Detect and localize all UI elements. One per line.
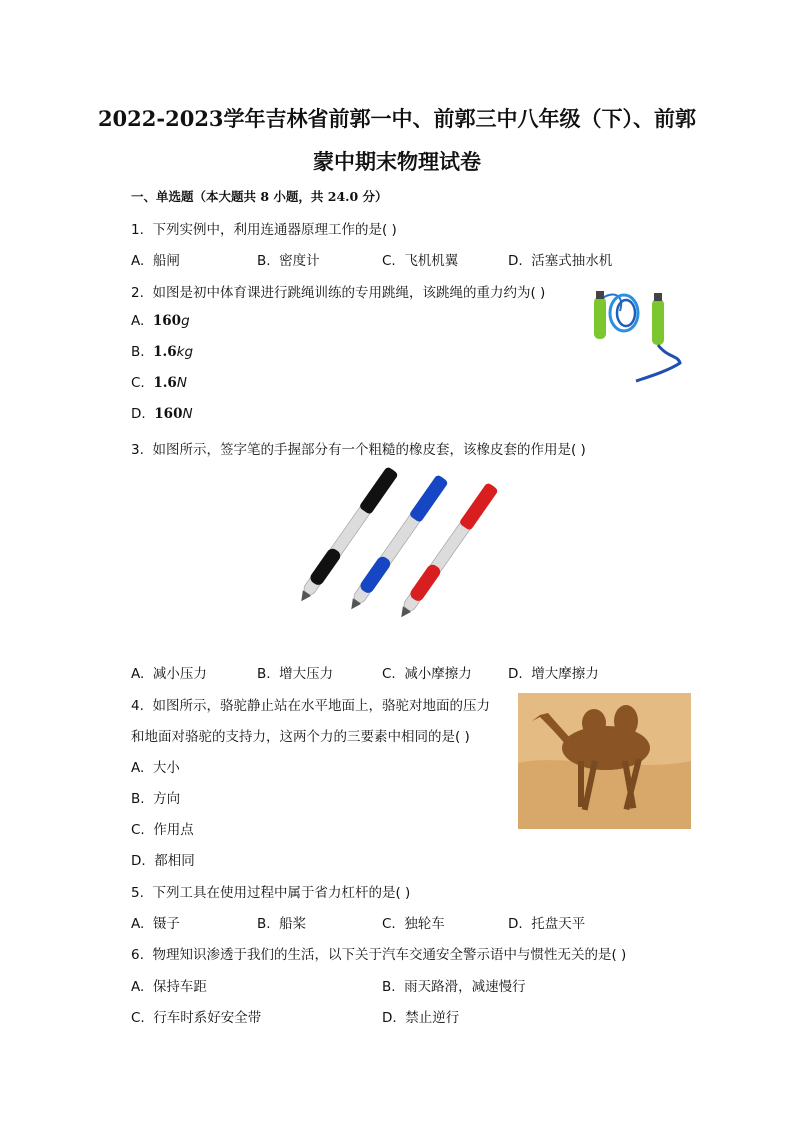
option-2d: D. 160N bbox=[131, 406, 193, 422]
jump-rope-image bbox=[588, 283, 688, 383]
question-number: 2. bbox=[131, 285, 144, 301]
question-2 bbox=[131, 281, 545, 301]
option-6a: A. 保持车距 bbox=[131, 979, 207, 995]
question-number: 6. bbox=[131, 947, 144, 963]
option-3d: D. 增大摩擦力 bbox=[508, 666, 599, 682]
option-2c: C. 1.6N bbox=[131, 375, 187, 391]
question-4-line2: 和地面对骆驼的支持力，这两个力的三要素中相同的是( ) bbox=[131, 729, 470, 745]
option-5a: A. 镊子 bbox=[131, 916, 180, 932]
exam-title-line1: 2022-2023学年吉林省前郭一中、前郭三中八年级（下）、前郭 bbox=[97, 106, 697, 131]
option-3a: A. 减小压力 bbox=[131, 666, 207, 682]
question-4 bbox=[131, 694, 490, 714]
option-4b: B. 方向 bbox=[131, 791, 181, 807]
option-2b: B. 1.6kg bbox=[131, 344, 194, 360]
exam-title-line2: 蒙中期末物理试卷 bbox=[313, 149, 481, 174]
option-4a: A. 大小 bbox=[131, 760, 180, 776]
question-text: 下列工具在使用过程中属于省力杠杆的是( ) bbox=[152, 885, 411, 901]
question-text: 如图所示，骆驼静止站在水平地面上，骆驼对地面的压力 bbox=[152, 698, 490, 714]
option-4d: D. 都相同 bbox=[131, 853, 195, 869]
question-text: 下列实例中，利用连通器原理工作的是( ) bbox=[152, 222, 397, 238]
option-6c: C. 行车时系好安全带 bbox=[131, 1010, 262, 1026]
question-3 bbox=[131, 438, 586, 458]
section-header: 一、单选题（本大题共 8 小题，共 24.0 分） bbox=[131, 189, 388, 204]
question-number: 4. bbox=[131, 698, 144, 714]
question-6 bbox=[131, 943, 626, 963]
option-2a: A. 160g bbox=[131, 313, 190, 329]
question-text: 如图是初中体育课进行跳绳训练的专用跳绳，该跳绳的重力约为( ) bbox=[152, 285, 546, 301]
option-5d: D. 托盘天平 bbox=[508, 916, 586, 932]
question-number: 3. bbox=[131, 442, 144, 458]
question-1 bbox=[131, 218, 397, 238]
question-number: 5. bbox=[131, 885, 144, 901]
option-1d: D. 活塞式抽水机 bbox=[508, 253, 613, 269]
option-3b: B. 增大压力 bbox=[257, 666, 334, 682]
option-5c: C. 独轮车 bbox=[382, 916, 445, 932]
question-5 bbox=[131, 881, 410, 901]
option-1c: C. 飞机机翼 bbox=[382, 253, 459, 269]
camel-image bbox=[518, 693, 691, 829]
question-text: 如图所示，签字笔的手握部分有一个粗糙的橡皮套，该橡皮套的作用是( ) bbox=[152, 442, 586, 458]
option-5b: B. 船桨 bbox=[257, 916, 307, 932]
pens-image bbox=[295, 463, 505, 623]
question-number: 1. bbox=[131, 222, 144, 238]
option-6d: D. 禁止逆行 bbox=[382, 1010, 460, 1026]
option-1b: B. 密度计 bbox=[257, 253, 320, 269]
option-1a: A. 船闸 bbox=[131, 253, 180, 269]
option-6b: B. 雨天路滑，减速慢行 bbox=[382, 979, 526, 995]
option-4c: C. 作用点 bbox=[131, 822, 194, 838]
option-3c: C. 减小摩擦力 bbox=[382, 666, 472, 682]
question-text: 物理知识渗透于我们的生活，以下关于汽车交通安全警示语中与惯性无关的是( ) bbox=[152, 947, 627, 963]
